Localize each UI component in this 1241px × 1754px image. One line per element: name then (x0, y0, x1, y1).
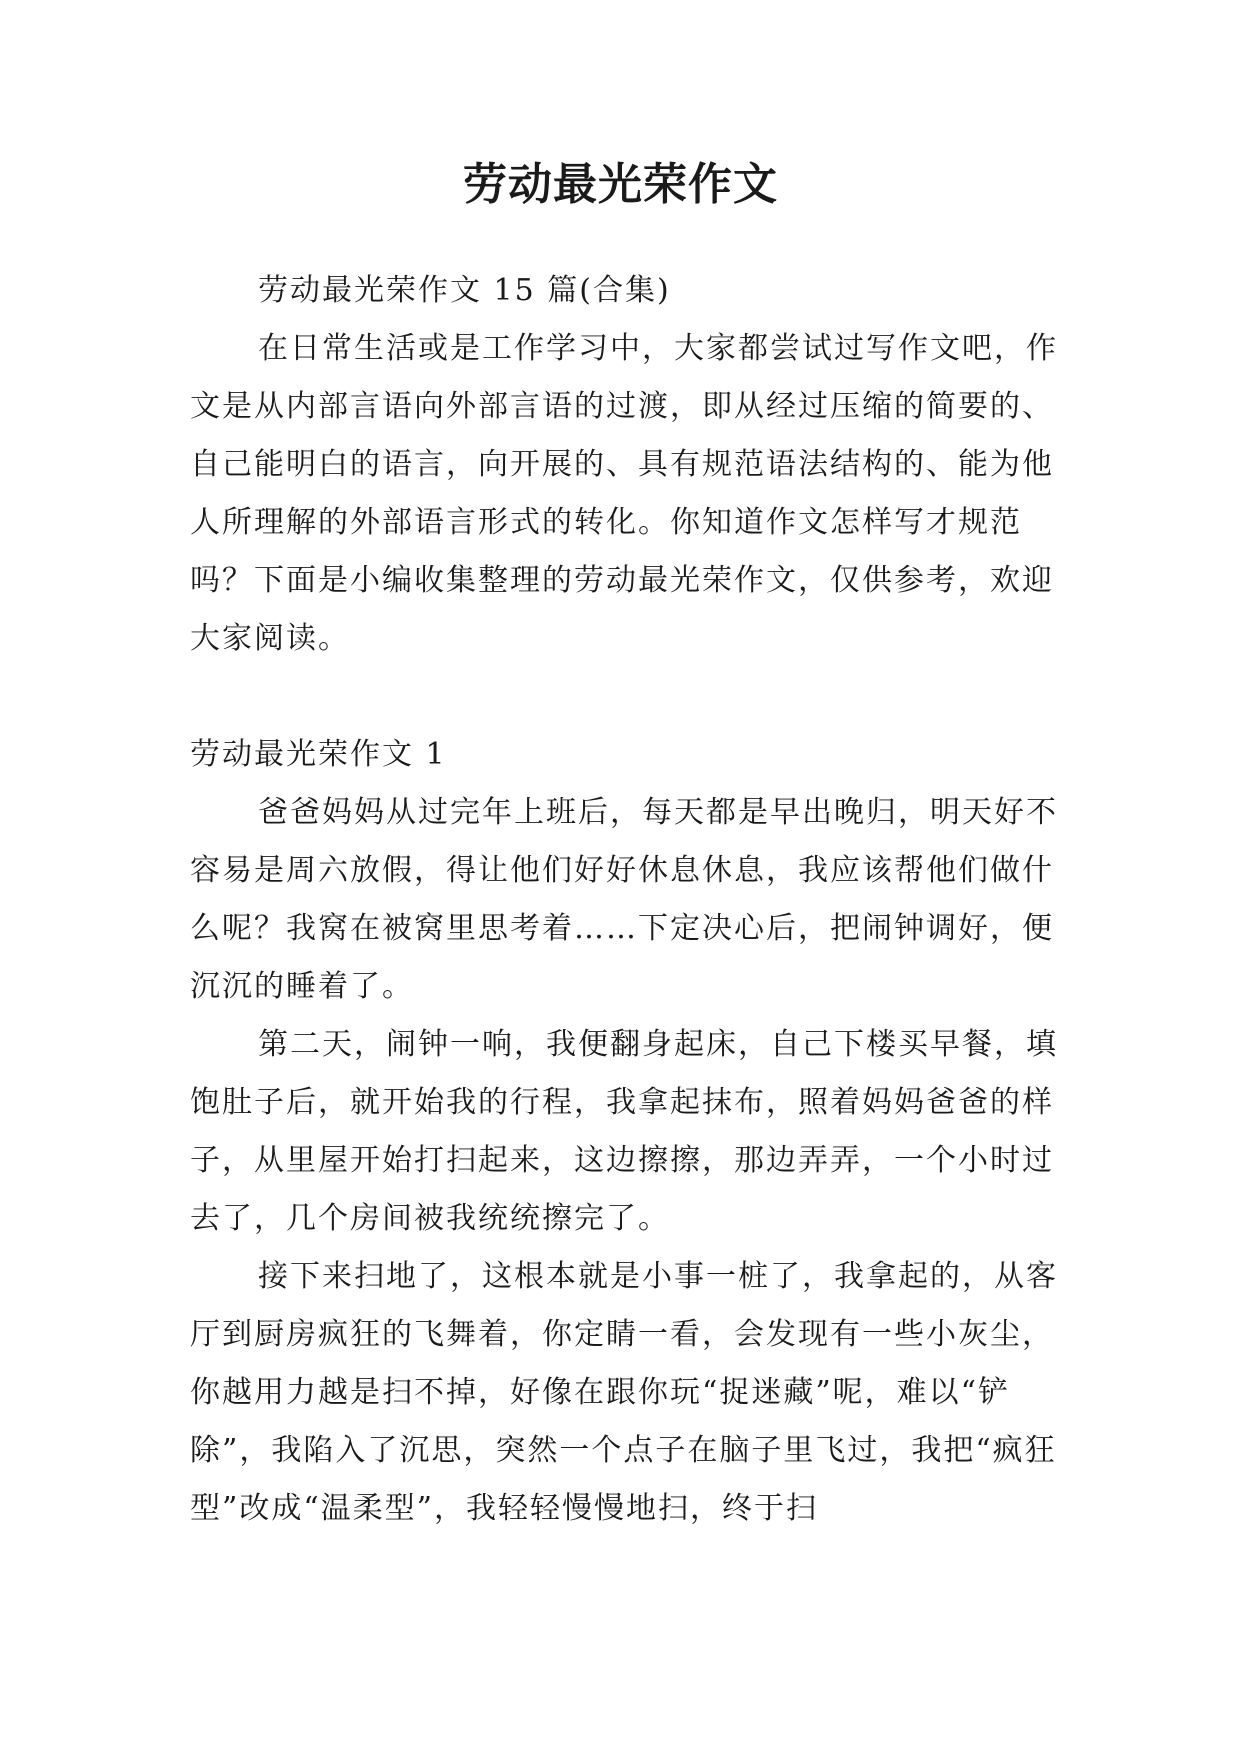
body-paragraph: 第二天，闹钟一响，我便翻身起床，自己下楼买早餐，填饱肚子后，就开始我的行程，我拿起抹布，照着妈妈爸爸的样子，从里屋开始打扫起来，这边擦擦，那边弄弄，一个小时过去了，几个房间被我统统擦完了。 (190, 1027, 1058, 1236)
document-title: 劳动最光荣作文 (463, 159, 778, 210)
body-paragraph: 爸爸妈妈从过完年上班后，每天都是早出晚归，明天好不容易是周六放假，得让他们好好休息休息，我应该帮他们做什么呢？我窝在被窝里思考着……下定决心后，把闹钟调好，便沉沉的睡着了。 (190, 795, 1058, 1004)
document-body (190, 262, 1060, 1538)
document-subtitle: 劳动最光荣作文 15 篇(合集) (258, 273, 671, 308)
section-heading: 劳动最光荣作文 1 (190, 737, 447, 772)
body-paragraph: 接下来扫地了，这根本就是小事一桩了，我拿起的，从客厅到厨房疯狂的飞舞着，你定睛一看，会发现有一些小灰尘，你越用力越是扫不掉，好像在跟你玩“捉迷藏”呢，难以“铲除”，我陷入了沉思，突然一个点子在脑子里飞过，我把“疯狂型”改成“温柔型”，我轻轻慢慢地扫，终于扫 (190, 1259, 1058, 1526)
intro-paragraph: 在日常生活或是工作学习中，大家都尝试过写作文吧，作文是从内部言语向外部言语的过渡，即从经过压缩的简要的、自己能明白的语言，向开展的、具有规范语法结构的、能为他人所理解的外部语言形式的转化。你知道作文怎样写才规范吗？下面是小编收集整理的劳动最光荣作文，仅供参考，欢迎大家阅读。 (190, 331, 1058, 656)
